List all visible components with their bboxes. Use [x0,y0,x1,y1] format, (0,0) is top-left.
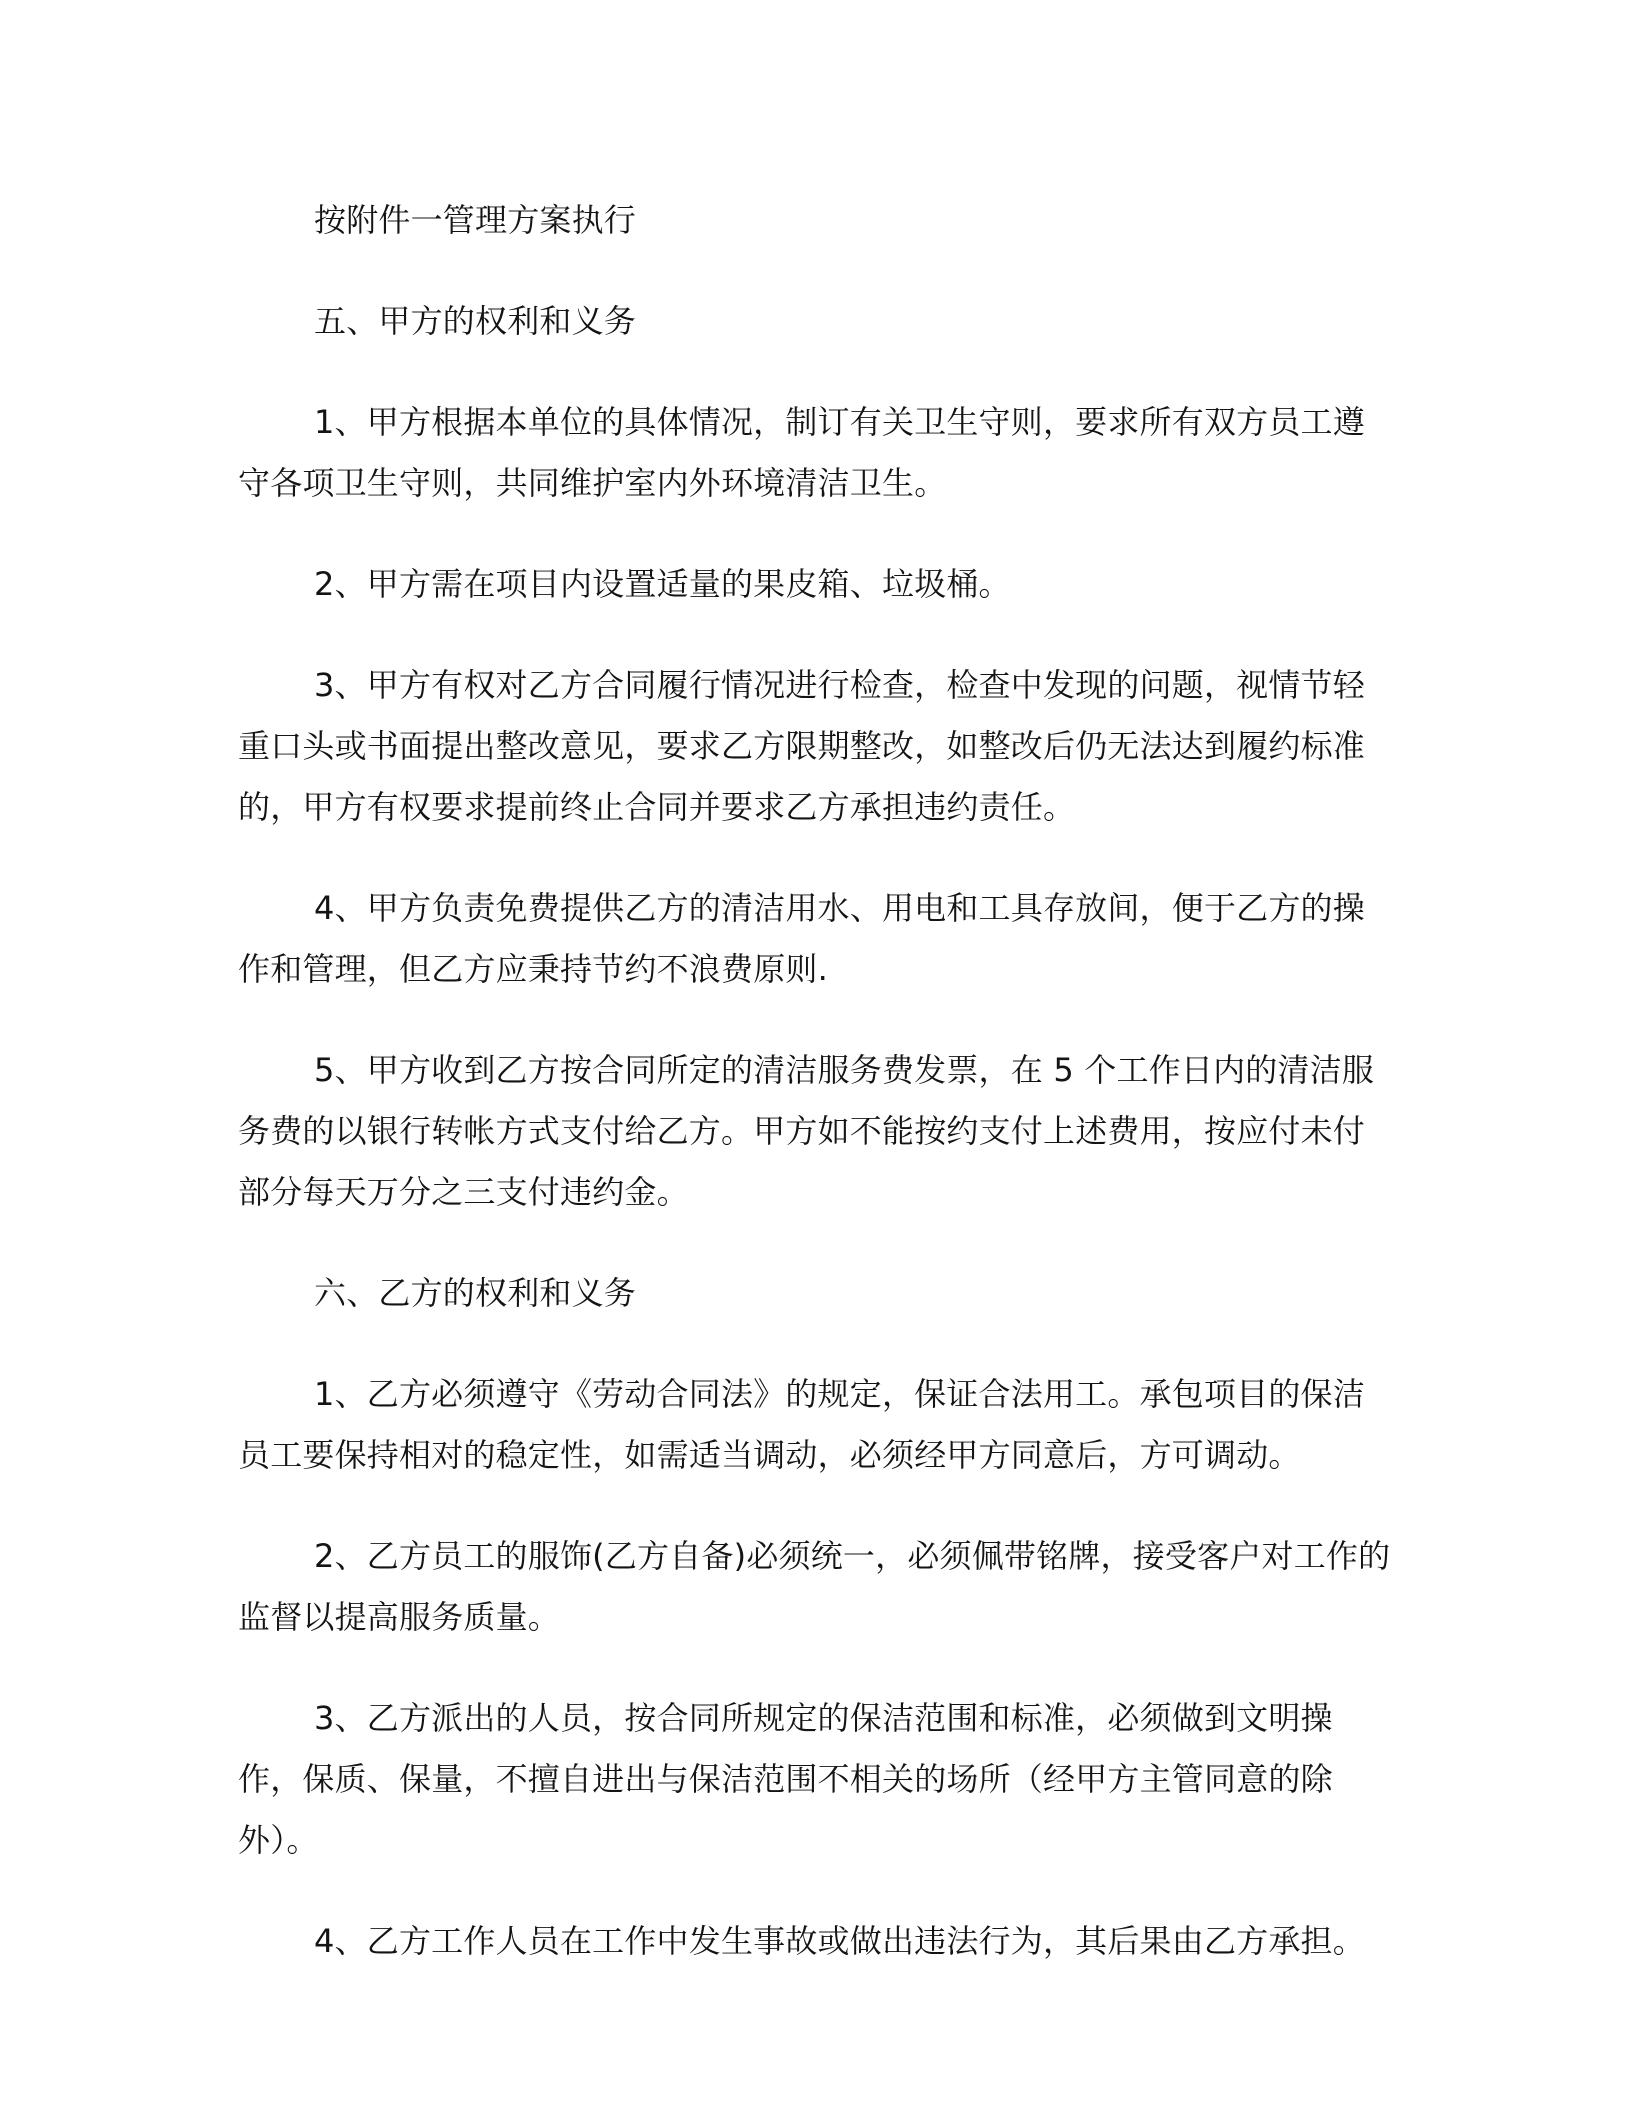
paragraph-party-b-item-4: 4、乙方工作人员在工作中发生事故或做出违法行为，其后果由乙方承担。 [314,1922,1365,1960]
paragraph-party-a-item-1: 1、甲方根据本单位的具体情况，制订有关卫生守则，要求所有双方员工遵守各项卫生守则，共同维护室内外环境清洁卫生。 [238,403,1365,502]
paragraph-party-b-item-3: 3、乙方派出的人员，按合同所规定的保洁范围和标准，必须做到文明操作，保质、保量，不擅自进出与保洁范围不相关的场所（经甲方主管同意的除外）。 [238,1699,1333,1859]
paragraph-party-a-item-3: 3、甲方有权对乙方合同履行情况进行检查，检查中发现的问题，视情节轻重口头或书面提出整改意见，要求乙方限期整改，如整改后仍无法达到履约标准的，甲方有权要求提前终止合同并要求乙方承担违约责任。 [238,666,1366,826]
section-heading-party-b-rights: 六、乙方的权利和义务 [314,1274,637,1312]
paragraph-party-a-item-4: 4、甲方负责免费提供乙方的清洁用水、用电和工具存放间，便于乙方的操作和管理，但乙方应秉持节约不浪费原则. [238,889,1365,988]
document-body [238,190,1394,2012]
section-heading-party-a-rights: 五、甲方的权利和义务 [314,302,637,340]
paragraph-party-a-item-5: 5、甲方收到乙方按合同所定的清洁服务费发票，在 5 个工作日内的清洁服务费的以银行转帐方式支付给乙方。甲方如不能按约支付上述费用，按应付未付部分每天万分之三支付违约金。 [238,1051,1375,1211]
paragraph-party-b-item-1: 1、乙方必须遵守《劳动合同法》的规定，保证合法用工。承包项目的保洁员工要保持相对的稳定性，如需适当调动，必须经甲方同意后，方可调动。 [238,1375,1365,1474]
paragraph-party-a-item-2: 2、甲方需在项目内设置适量的果皮箱、垃圾桶。 [314,565,1011,603]
paragraph-party-b-item-2: 2、乙方员工的服饰(乙方自备)必须统一，必须佩带铭牌，接受客户对工作的监督以提高服务质量。 [238,1537,1391,1636]
paragraph-management-plan: 按附件一管理方案执行 [314,201,637,239]
